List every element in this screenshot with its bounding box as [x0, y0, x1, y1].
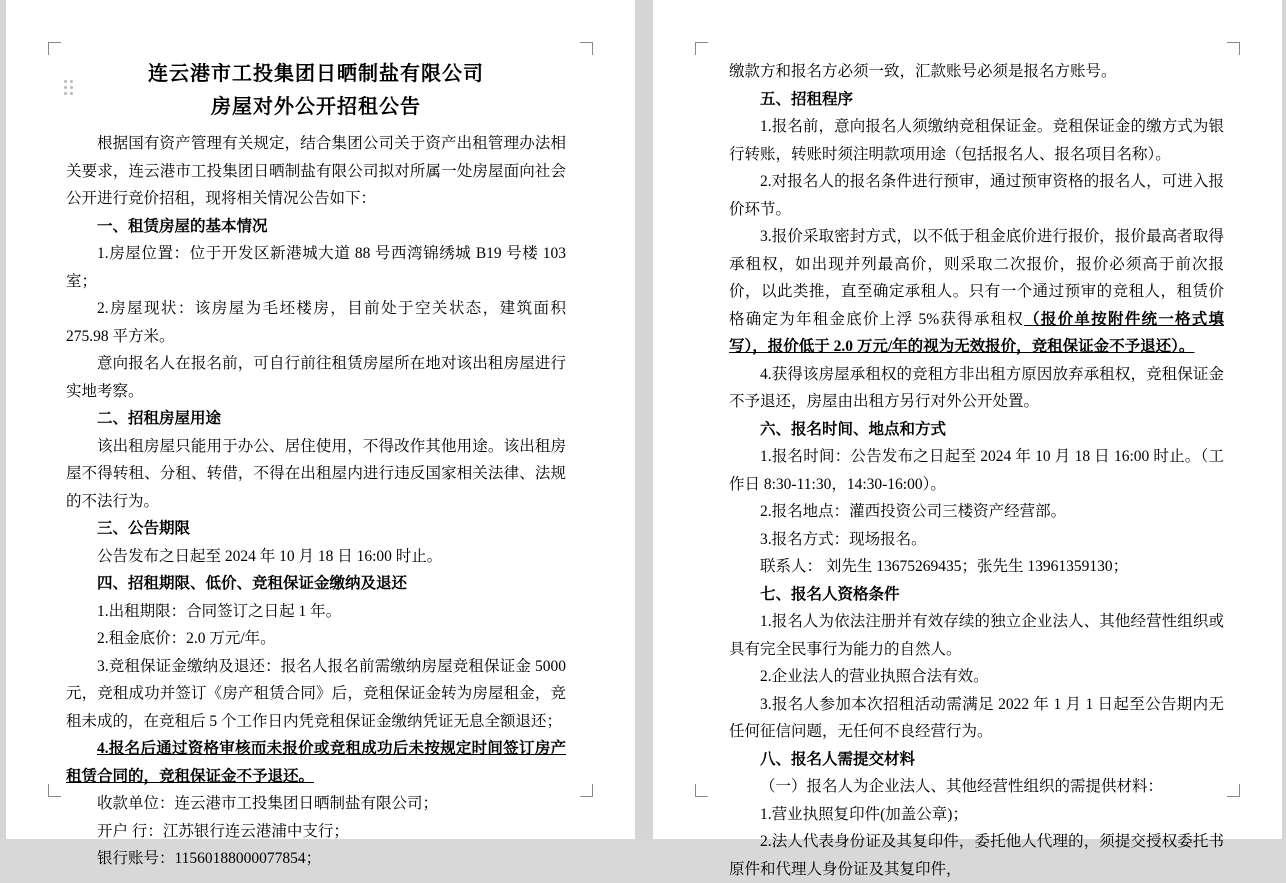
section-5-item-3-emphasis: （报价单按附件统一格式填写），报价低于 2.0 万元/年的视为无效报价，竞租保证金不予退还）。	[729, 310, 1224, 355]
section-1-item-1: 1.房屋位置：位于开发区新港城大道 88 号西湾锦绣城 B19 号楼 103 室；	[66, 245, 566, 290]
payee-line-1: 收款单位：连云港市工投集团日晒制盐有限公司；	[97, 795, 439, 812]
crop-mark-bottom-right	[580, 784, 593, 797]
section-4-item-4-emphasis: 4.报名后通过资格审核而未报价或竞租成功后未按规定时间签订房产租赁合同的，竞租保证金不予退还。	[66, 740, 566, 785]
continued-top-line: 缴款方和报名方必须一致，汇款账号必须是报名方账号。	[729, 63, 1117, 80]
payee-line-2: 开户 行：江苏银行连云港浦中支行；	[97, 822, 349, 840]
section-5-item-2: 2.对报名人的报名条件进行预审，通过预审资格的报名人，可进入报价环节。	[729, 173, 1224, 218]
section-heading-8: 八、报名人需提交材料	[760, 750, 916, 768]
crop-mark-top-right-2	[1227, 42, 1240, 55]
section-6-item-3: 3.报名方式：现场报名。	[760, 530, 927, 548]
section-heading-6: 六、报名时间、地点和方式	[760, 420, 947, 438]
section-heading-5: 五、招租程序	[760, 90, 854, 108]
section-7-item-3: 3.报名人参加本次招租活动需满足 2022 年 1 月 1 日起至公告期内无任何征信问题，无任何不良经营行为。	[729, 695, 1224, 740]
section-7-item-1: 1.报名人为依法注册并有效存续的独立企业法人、其他经营性组织或具有完全民事行为能力的自然人。	[729, 613, 1224, 658]
section-6-item-2: 2.报名地点：灌西投资公司三楼资产经营部。	[760, 503, 1067, 520]
section-heading-2: 二、招租房屋用途	[97, 410, 222, 427]
section-4-item-3: 3.竞租保证金缴纳及退还：报名人报名前需缴纳房屋竞租保证金 5000 元，竞租成功并签订《房产租赁合同》后，竞租保证金转为房屋租金，竞租未成的，在竞租后 5 个工作日内凭竞租保证金缴纳凭证无息全额退还；	[66, 657, 566, 730]
section-8-item-2: 1.营业执照复印件(加盖公章)；	[760, 805, 968, 823]
section-5-item-3-prefix: 3.报价采取密封方式，以不低于租金底价进行报价，报价最高者取得承租权，如出现并列最高价，则采取二次报价，报价必须高于前次报价，以此类推，直至确定承租人。只有一个通过预审的竞租人，租赁价格确定为年租金底价上浮 5%获得承租权	[729, 228, 1224, 328]
section-8-item-1: （一）报名人为企业法人、其他经营性组织的需提供材料：	[760, 778, 1164, 795]
section-1-item-3: 意向报名人在报名前，可自行前往租赁房屋所在地对该出租房屋进行实地考察。	[66, 355, 566, 400]
crop-mark-top-right	[580, 42, 593, 55]
document-page-2[interactable]	[653, 0, 1282, 878]
section-4-item-2: 2.租金底价：2.0 万元/年。	[97, 630, 276, 647]
section-heading-7: 七、报名人资格条件	[760, 585, 900, 603]
section-2-item-1: 该出租房屋只能用于办公、居住使用，不得改作其他用途。该出租房屋不得转租、分租、转借，不得在出租屋内进行违反国家相关法律、法规的不法行为。	[66, 437, 566, 510]
payee-line-3: 银行账号：11560188000077854；	[97, 850, 322, 867]
crop-mark-bottom-left-2	[695, 784, 708, 797]
section-heading-1: 一、租赁房屋的基本情况	[97, 217, 268, 235]
document-page-1[interactable]	[6, 0, 635, 867]
document-subtitle: 房屋对外公开招租公告	[211, 96, 421, 118]
crop-mark-top-left-2	[695, 42, 708, 55]
intro-paragraph: 根据国有资产管理有关规定，结合集团公司关于资产出租管理办法相关要求，连云港市工投集团日晒制盐有限公司拟对所属一处房屋面向社会公开进行竞价招租，现将相关情况公告如下：	[66, 135, 566, 207]
crop-mark-top-left	[48, 42, 61, 55]
section-8-item-3: 2.法人代表身份证及其复印件，委托他人代理的，须提交授权委托书原件和代理人身份证及其复印件，	[729, 833, 1224, 878]
page-2-content	[729, 58, 1224, 883]
crop-mark-bottom-left	[48, 784, 61, 797]
document-title: 连云港市工投集团日晒制盐有限公司	[148, 63, 484, 85]
section-3-item-1: 公告发布之日起至 2024 年 10 月 18 日 16:00 时止。	[97, 547, 443, 565]
section-heading-4: 四、招租期限、低价、竞租保证金缴纳及退还	[97, 575, 408, 592]
section-6-contacts: 联系人： 刘先生 13675269435；张先生 13961359130；	[760, 558, 1129, 575]
section-5-item-1: 1.报名前，意向报名人须缴纳竞租保证金。竞租保证金的缴方式为银行转账，转账时须注明款项用途（包括报名人、报名项目名称）。	[729, 118, 1224, 163]
section-7-item-2: 2.企业法人的营业执照合法有效。	[760, 668, 989, 685]
page-1-content	[66, 58, 566, 873]
section-heading-3: 三、公告期限	[97, 520, 191, 537]
section-5-item-4: 4.获得该房屋承租权的竞租方非出租方原因放弃承租权，竞租保证金不予退还，房屋由出租方另行对外公开处置。	[729, 365, 1224, 410]
crop-mark-bottom-right-2	[1227, 784, 1240, 797]
section-6-item-1: 1.报名时间：公告发布之日起至 2024 年 10 月 18 日 16:00 时止。（工作日 8:30-11:30，14:30-16:00）。	[729, 448, 1224, 493]
section-4-item-1: 1.出租期限：合同签订之日起 1 年。	[97, 602, 342, 620]
section-5-item-3	[729, 223, 1224, 361]
section-1-item-2: 2.房屋现状：该房屋为毛坯楼房，目前处于空关状态，建筑面积 275.98 平方米。	[66, 300, 566, 345]
